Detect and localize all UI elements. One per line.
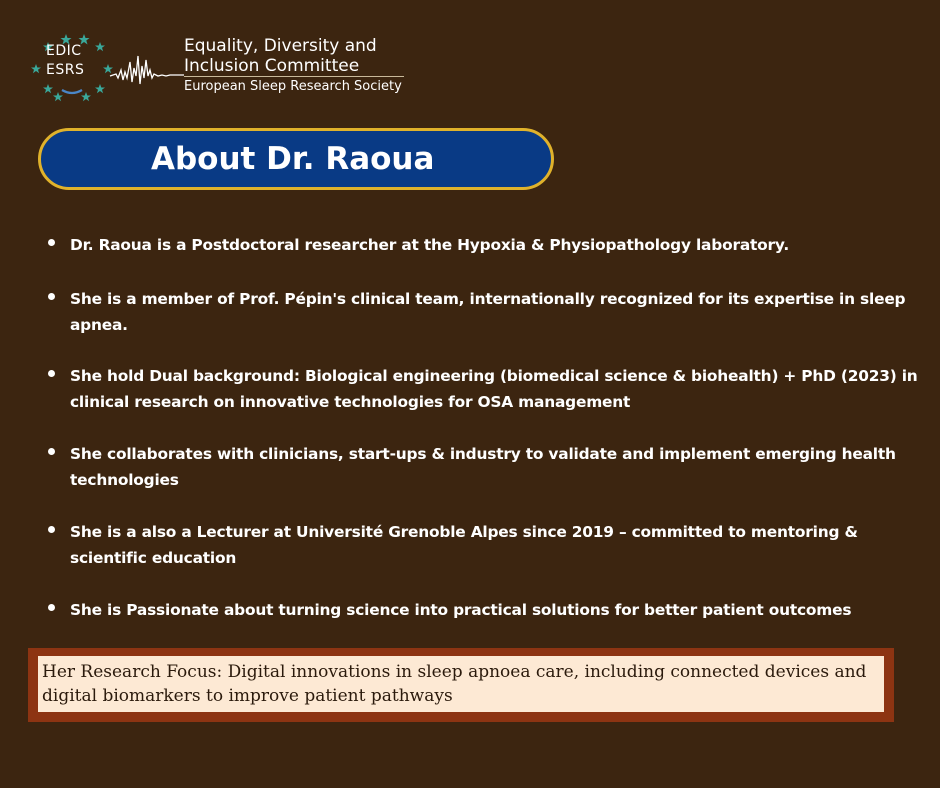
logo-edic-text: EDIC — [46, 43, 82, 59]
research-focus-box — [28, 648, 894, 722]
logo-star — [31, 64, 41, 73]
logo-star — [43, 84, 53, 93]
research-focus-inner — [38, 656, 884, 712]
bullet-dot-icon — [48, 604, 55, 611]
bullet-text: She hold Dual background: Biological engineering (biomedical science & biohealth) + PhD (2023) in clinical research on innovative technologies for OSA management — [70, 367, 918, 411]
bullet-dot-icon — [48, 239, 55, 246]
bullet-dot-icon — [48, 370, 55, 377]
bullet-text: She is Passionate about turning science into practical solutions for better patient outcomes — [70, 601, 852, 619]
logo-star — [53, 92, 63, 101]
title-banner — [38, 128, 554, 190]
logo-star — [81, 92, 91, 101]
header — [28, 32, 418, 106]
org-title — [184, 36, 377, 76]
bullet-dot-icon — [48, 448, 55, 455]
logo-star — [95, 42, 105, 51]
bullet-dot-icon — [48, 526, 55, 533]
org-title-line2: Inclusion Committee — [184, 56, 360, 76]
bullet-text: Dr. Raoua is a Postdoctoral researcher at the Hypoxia & Physiopathology laboratory. — [70, 236, 789, 254]
logo-star — [103, 64, 113, 73]
org-divider — [184, 76, 404, 77]
logo-esrs-text: ESRS — [46, 62, 85, 78]
bullet-text: She collaborates with clinicians, start-ups & industry to validate and implement emerging health technologies — [70, 445, 896, 489]
org-title-line1: Equality, Diversity and — [184, 36, 377, 56]
org-subtitle: European Sleep Research Society — [184, 79, 402, 94]
logo-moon-arc — [62, 90, 82, 93]
page-title: About Dr. Raoua — [151, 141, 435, 177]
bullet-text: She is a also a Lecturer at Université Grenoble Alpes since 2019 – committed to mentoring & scientific education — [70, 523, 858, 567]
bullet-dot-icon — [48, 293, 55, 300]
eeg-wave — [110, 56, 184, 84]
logo-star — [95, 84, 105, 93]
bullet-text: She is a member of Prof. Pépin's clinical team, internationally recognized for its expertise in sleep apnea. — [70, 290, 906, 334]
research-focus-text: Her Research Focus: Digital innovations in sleep apnoea care, including connected devices and digital biomarkers to improve patient pathways — [42, 662, 867, 706]
